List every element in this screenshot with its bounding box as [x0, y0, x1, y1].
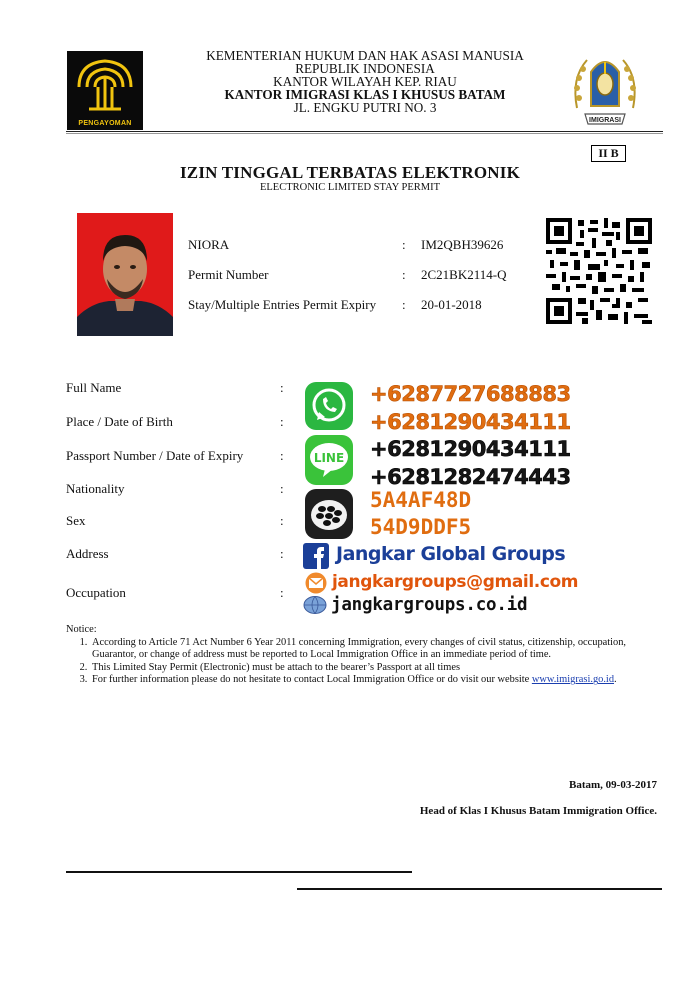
holder-photo	[77, 213, 173, 336]
address-colon: :	[280, 546, 284, 561]
facebook-page: Jangkar Global Groups	[336, 543, 566, 565]
immigration-emblem	[567, 48, 643, 130]
notice-item: 2. This Limited Stay Permit (Electronic) must be attach to the bearer’s Passport at all times	[90, 662, 666, 675]
website-url: jangkargroups.co.id	[331, 595, 528, 615]
whatsapp-number-2: +6281290434111	[370, 410, 571, 434]
country-line: REPUBLIK INDONESIA	[295, 61, 435, 76]
nationality-label: Nationality	[66, 481, 125, 496]
notice-item	[90, 674, 666, 687]
sex-label: Sex	[66, 513, 86, 528]
header-rule-thin	[66, 133, 663, 134]
niora-colon: :	[402, 237, 406, 252]
permit-number-label: Permit Number	[188, 267, 269, 282]
niora-label: NIORA	[188, 237, 230, 252]
full-name-label: Full Name	[66, 380, 122, 395]
email-address: jangkargroups@gmail.com	[332, 572, 579, 592]
header-rule	[66, 131, 663, 132]
signature-line-right	[297, 888, 662, 890]
permit-expiry-value: 20-01-2018	[421, 297, 482, 312]
office-address-line: JL. ENGKU PUTRI NO. 3	[293, 100, 437, 115]
permit-expiry-colon: :	[402, 297, 406, 312]
birth-label: Place / Date of Birth	[66, 414, 173, 429]
passport-label: Passport Number / Date of Expiry	[66, 448, 244, 463]
immigration-website-link[interactable]: www.imigrasi.go.id	[531, 674, 615, 686]
ministry-line: KEMENTERIAN HUKUM DAN HAK ASASI MANUSIA	[206, 48, 524, 63]
portrait-image	[77, 213, 173, 336]
signature-line-left	[66, 871, 412, 873]
notice-item-end: .	[614, 674, 617, 686]
immigration-emblem-icon	[567, 48, 643, 130]
document-subtitle: ELECTRONIC LIMITED STAY PERMIT	[259, 182, 441, 193]
email-icon	[304, 572, 328, 594]
bbm-pin-1: 5A4AF48D	[370, 488, 472, 512]
pengayoman-logo	[67, 51, 143, 130]
occupation-label: Occupation	[66, 585, 126, 600]
notice-heading: Notice:	[66, 624, 97, 635]
line-number-2: +6281282474443	[370, 465, 571, 489]
nationality-colon: :	[280, 481, 284, 496]
whatsapp-number-1: +6287727688883	[370, 382, 571, 406]
office-name-line: KANTOR IMIGRASI KLAS I KHUSUS BATAM	[224, 87, 506, 102]
permit-number-value: 2C21BK2114-Q	[421, 267, 507, 282]
banyan-tree-icon	[67, 51, 143, 121]
notice-item-text: For further information please do not hesitate to contact Local Immigration Office or do visit our website	[92, 674, 530, 686]
issuer-header	[150, 49, 580, 114]
bbm-pin-2: 54D9DDF5	[370, 515, 472, 539]
globe-icon	[303, 596, 327, 614]
full-name-colon: :	[280, 380, 284, 395]
left-logo-caption: PENGAYOMAN	[78, 120, 132, 127]
birth-colon: :	[280, 414, 284, 429]
blackberry-icon	[303, 489, 355, 539]
qr-code	[546, 218, 652, 324]
sex-colon: :	[280, 513, 284, 528]
occupation-colon: :	[280, 585, 284, 600]
issue-place-date: Batam, 09-03-2017	[569, 779, 657, 791]
passport-colon: :	[280, 448, 284, 463]
regional-office-line: KANTOR WILAYAH KEP. RIAU	[273, 74, 457, 89]
permit-number-colon: :	[402, 267, 406, 282]
permit-code-box: II B	[591, 145, 626, 162]
notice-section	[66, 624, 666, 687]
right-logo-caption: IMIGRASI	[589, 117, 621, 124]
document-title: IZIN TINGGAL TERBATAS ELEKTRONIK	[179, 163, 521, 182]
line-icon-text: LINE	[313, 451, 345, 465]
signatory-title: Head of Klas I Khusus Batam Immigration Office.	[419, 805, 657, 817]
line-number-1: +6281290434111	[370, 437, 571, 461]
whatsapp-icon	[303, 382, 355, 430]
line-icon	[303, 435, 355, 485]
notice-item: 1. According to Article 71 Act Number 6 Year 2011 concerning Immigration, every changes of civil status, citizenship, occupation, Guarantor, or change of address must be reported to Local Immigration Office in an immediate period of time.	[90, 637, 666, 662]
niora-value: IM2QBH39626	[421, 237, 504, 252]
qr-code-icon	[546, 218, 652, 324]
facebook-icon	[303, 543, 329, 569]
permit-expiry-label: Stay/Multiple Entries Permit Expiry	[188, 297, 377, 312]
address-label: Address	[66, 546, 109, 561]
